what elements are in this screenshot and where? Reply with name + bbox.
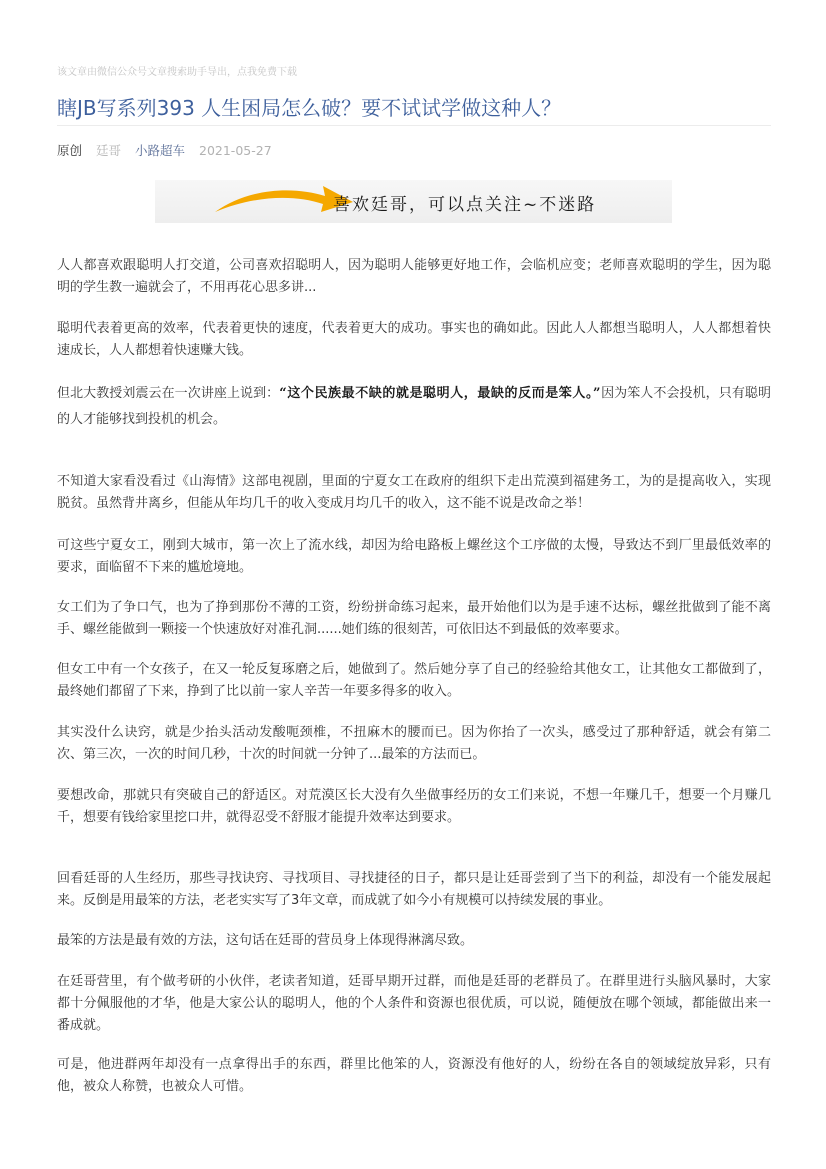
- author-name: 廷哥: [96, 143, 122, 158]
- follow-banner: [155, 180, 672, 223]
- banner-text: 喜欢廷哥，可以点关注~不迷路: [333, 195, 597, 215]
- paragraph-3-before: 但北大教授刘震云在一次讲座上说到：: [57, 386, 280, 401]
- paragraph-13: 可是，他进群两年却没有一点拿得出手的东西，群里比他笨的人，资源没有他好的人，纷纷在各自的领域绽放异彩，只有他，被众人称赞，也被众人可惜。: [57, 1057, 771, 1094]
- article-title: 瞎JB写系列393 人生困局怎么破？要不试试学做这种人？: [57, 96, 562, 120]
- paragraph-5: 可这些宁夏女工，刚到大城市，第一次上了流水线，却因为给电路板上螺丝这个工序做的太慢，导致达不到厂里最低效率的要求，面临留不下来的尴尬境地。: [57, 538, 771, 575]
- paragraph-3-after: 因为笨人不会投机，只有聪明的人才能够找到投机的机会。: [57, 386, 771, 427]
- paragraph-11: 最笨的方法是最有效的方法，这句话在廷哥的营员身上体现得淋漓尽致。: [57, 933, 474, 948]
- paragraph-9: 要想改命，那就只有突破自己的舒适区。对荒漠区长大没有久坐做事经历的女工们来说，不想一年赚几千，想要一个月赚几千，想要有钱给家里挖口井，就得忍受不舒服才能提升效率达到要求。: [57, 788, 771, 825]
- paragraph-1: 人人都喜欢跟聪明人打交道，公司喜欢招聪明人，因为聪明人能够更好地工作，会临机应变；老师喜欢聪明的学生，因为聪明的学生教一遍就会了，不用再花心思多讲...: [57, 258, 771, 295]
- title-divider: [57, 125, 771, 126]
- export-note-link[interactable]: 该文章由微信公众号文章搜索助手导出，点我免费下载: [57, 67, 297, 78]
- paragraph-6: 女工们为了争口气，也为了挣到那份不薄的工资，纷纷拼命练习起来，最开始他们以为是手速不达标，螺丝批做到了能不离手、螺丝能做到一颗接一个快速放好对准孔洞......她们练的很刻苦，可依旧达不到最低的效率要求。: [57, 600, 771, 637]
- paragraph-8: 其实没什么诀窍，就是少抬头活动发酸呃颈椎，不扭麻木的腰而已。因为你抬了一次头，感受过了那种舒适，就会有第二次、第三次，一次的时间几秒，十次的时间就一分钟了...最笨的方法而已。: [57, 725, 771, 762]
- account-name-link[interactable]: 小路超车: [135, 143, 186, 158]
- paragraph-12: 在廷哥营里，有个做考研的小伙伴，老读者知道，廷哥早期开过群，而他是廷哥的老群员了。在群里进行头脑风暴时，大家都十分佩服他的才华，他是大家公认的聪明人，他的个人条件和资源也很优质，可以说，随便放在哪个领域，都能做出来一番成就。: [57, 974, 771, 1033]
- original-label: 原创: [57, 143, 83, 158]
- paragraph-3: [57, 381, 771, 433]
- paragraph-2: 聪明代表着更高的效率，代表着更快的速度，代表着更大的成功。事实也的确如此。因此人人都想当聪明人，人人都想着快速成长，人人都想着快速赚大钱。: [57, 321, 771, 358]
- article-meta: [57, 141, 282, 159]
- paragraph-10: 回看廷哥的人生经历，那些寻找诀窍、寻找项目、寻找捷径的日子，都只是让廷哥尝到了当下的利益，却没有一个能发展起来。反倒是用最笨的方法，老老实实写了3年文章，而成就了如今小有规模可以持续发展的事业。: [57, 871, 771, 908]
- publish-date: 2021-05-27: [199, 143, 272, 158]
- paragraph-4: 不知道大家看没看过《山海情》这部电视剧，里面的宁夏女工在政府的组织下走出荒漠到福建务工，为的是提高收入，实现脱贫。虽然背井离乡，但能从年均几千的收入变成月均几千的收入，这不能不说是改命之举！: [57, 474, 771, 511]
- quote-emphasis: “这个民族最不缺的就是聪明人，最缺的反而是笨人。”: [279, 386, 601, 401]
- paragraph-7: 但女工中有一个女孩子，在又一轮反复琢磨之后，她做到了。然后她分享了自己的经验给其他女工，让其他女工都做到了，最终她们都留了下来，挣到了比以前一家人辛苦一年要多得多的收入。: [57, 662, 771, 699]
